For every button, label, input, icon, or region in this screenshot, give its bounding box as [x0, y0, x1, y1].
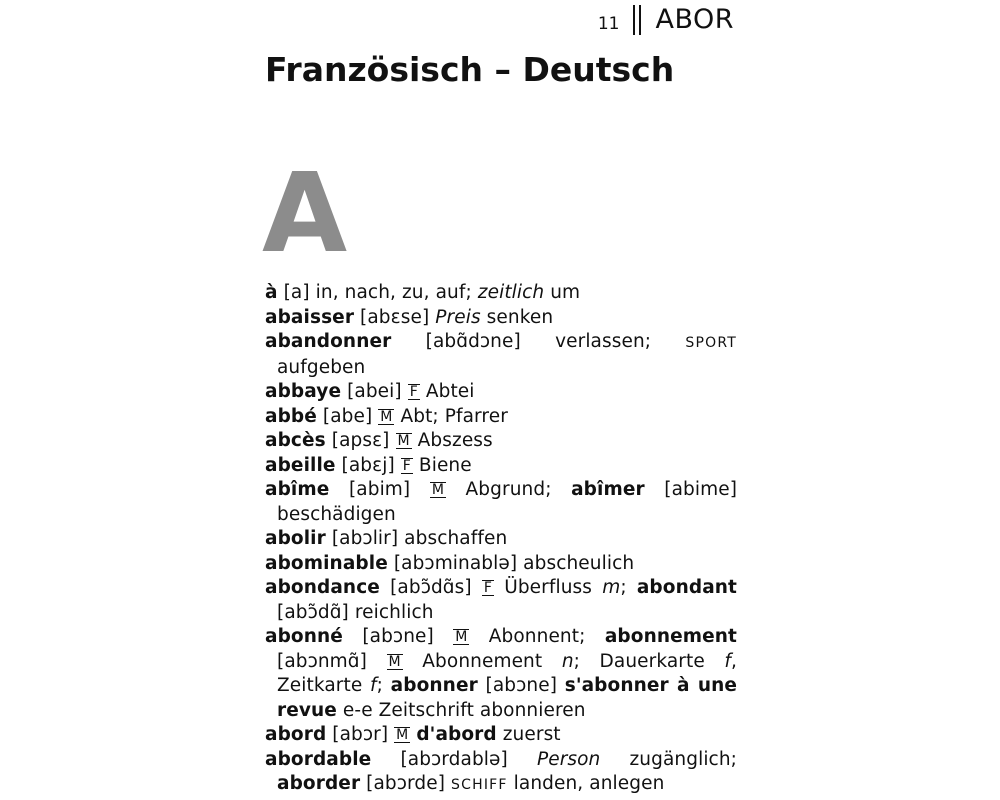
headword: abonner: [390, 675, 478, 696]
pronunciation: [abɔnmɑ̃]: [277, 650, 367, 672]
gender-label: F: [483, 580, 493, 596]
pronunciation: [abɔr]: [332, 724, 389, 745]
headword: abîmer: [571, 479, 645, 500]
usage-label: f: [724, 650, 732, 672]
page-number: 11: [597, 13, 620, 34]
pronunciation: [abɔ̃dɑ̃s]: [390, 577, 472, 598]
dictionary-entries: [265, 281, 737, 798]
pronunciation: [a]: [283, 282, 310, 303]
dictionary-entry: [265, 380, 737, 405]
headword: aborder: [277, 773, 361, 794]
headword: abaisser: [265, 306, 355, 328]
gender-label: M: [388, 653, 401, 670]
translation: in, nach, zu, auf;: [309, 282, 478, 303]
pronunciation: [abɔrdablə]: [400, 748, 508, 770]
pronunciation: [abei]: [347, 381, 402, 402]
translation: um: [544, 282, 581, 303]
dictionary-entry: [265, 306, 737, 331]
headword: abonné: [265, 626, 343, 647]
translation: e-e Zeitschrift abonnieren: [336, 699, 586, 721]
headword: abondance: [265, 577, 380, 598]
translation: abscheulich: [517, 552, 635, 574]
headword: abandonner: [265, 331, 392, 352]
translation: ;: [620, 577, 637, 598]
translation: Abonnement: [402, 650, 562, 672]
dictionary-entry: [265, 281, 737, 306]
pronunciation: [abɔne]: [485, 675, 558, 696]
dictionary-entry: [265, 748, 737, 798]
translation: verlassen;: [520, 331, 686, 352]
double-bar-separator: [633, 5, 641, 35]
usage-label: f: [370, 675, 377, 696]
translation: Überfluss: [494, 577, 603, 598]
translation: ;: [376, 675, 391, 696]
translation: Abszess: [411, 430, 493, 451]
dictionary-entry: [265, 330, 737, 380]
translation: reichlich: [348, 601, 434, 623]
running-head: ABOR: [655, 4, 734, 35]
gender-label: M: [431, 482, 444, 498]
translation: senken: [480, 306, 554, 328]
translation: Biene: [412, 454, 472, 476]
dictionary-entry: [265, 478, 737, 527]
gender-label: M: [455, 629, 468, 645]
pronunciation: [abɔminablə]: [393, 552, 518, 574]
headword: abolir: [265, 528, 326, 549]
pronunciation: [abɛj]: [341, 454, 395, 476]
dictionary-entry: [265, 723, 737, 748]
pronunciation: [abɔ̃dɑ̃]: [277, 601, 349, 623]
headword: abordable: [265, 748, 372, 770]
headword: abord: [265, 724, 327, 745]
pronunciation: [abim]: [348, 479, 411, 500]
gender-label: M: [396, 727, 409, 743]
dictionary-entry: [265, 576, 737, 625]
headword: abbé: [265, 405, 317, 427]
page-title: Französisch – Deutsch: [265, 50, 675, 89]
translation: aufgeben: [277, 356, 366, 378]
translation: abschaffen: [398, 528, 508, 549]
headword: abeille: [265, 454, 336, 476]
translation: ; Dauerkarte: [573, 650, 725, 672]
pronunciation: [apsɛ]: [331, 430, 390, 451]
translation: zugänglich;: [600, 748, 737, 770]
pronunciation: [abime]: [664, 479, 738, 500]
phrase: d'abord: [416, 724, 497, 745]
dictionary-entry: [265, 552, 737, 577]
usage-label: m: [602, 577, 621, 598]
page-header: [598, 4, 734, 35]
pronunciation: [abɔne]: [362, 626, 434, 647]
translation: zuerst: [496, 724, 561, 745]
gender-label: F: [402, 457, 411, 474]
pronunciation: [abɛse]: [360, 306, 430, 328]
dictionary-entry: [265, 405, 737, 430]
usage-label: n: [561, 650, 574, 672]
section-letter: A: [262, 149, 348, 277]
headword: à: [265, 282, 278, 303]
subject-label: SCHIFF: [451, 777, 508, 793]
translation: , Zeitkarte: [277, 650, 737, 696]
dictionary-entry: [265, 454, 737, 479]
headword: abonnement: [604, 626, 737, 647]
pronunciation: [abe]: [322, 405, 373, 427]
usage-label: Preis: [435, 306, 481, 328]
gender-label: M: [380, 408, 393, 425]
pronunciation: [abɔrde]: [366, 773, 446, 794]
translation: Abt; Pfarrer: [394, 405, 508, 427]
headword: abondant: [636, 577, 737, 598]
usage-label: Person: [536, 748, 601, 770]
translation: Abgrund;: [446, 479, 572, 500]
gender-label: M: [397, 433, 410, 449]
pronunciation: [abɑ̃dɔne]: [425, 331, 521, 352]
translation: Abonnent;: [469, 626, 605, 647]
headword: abbaye: [265, 381, 342, 402]
gender-label: F: [409, 384, 418, 400]
headword: abîme: [265, 479, 330, 500]
translation: landen, anlegen: [507, 773, 665, 794]
dictionary-entry: [265, 625, 737, 723]
dictionary-entry: [265, 527, 737, 552]
subject-label: SPORT: [685, 335, 737, 351]
phrase: s'abonner à une revue: [277, 675, 738, 721]
pronunciation: [abɔlir]: [331, 528, 399, 549]
usage-label: zeitlich: [477, 282, 545, 303]
headword: abominable: [265, 552, 388, 574]
translation: Abtei: [419, 381, 475, 402]
headword: abcès: [265, 430, 326, 451]
translation: beschädigen: [277, 503, 396, 525]
dictionary-entry: [265, 429, 737, 454]
